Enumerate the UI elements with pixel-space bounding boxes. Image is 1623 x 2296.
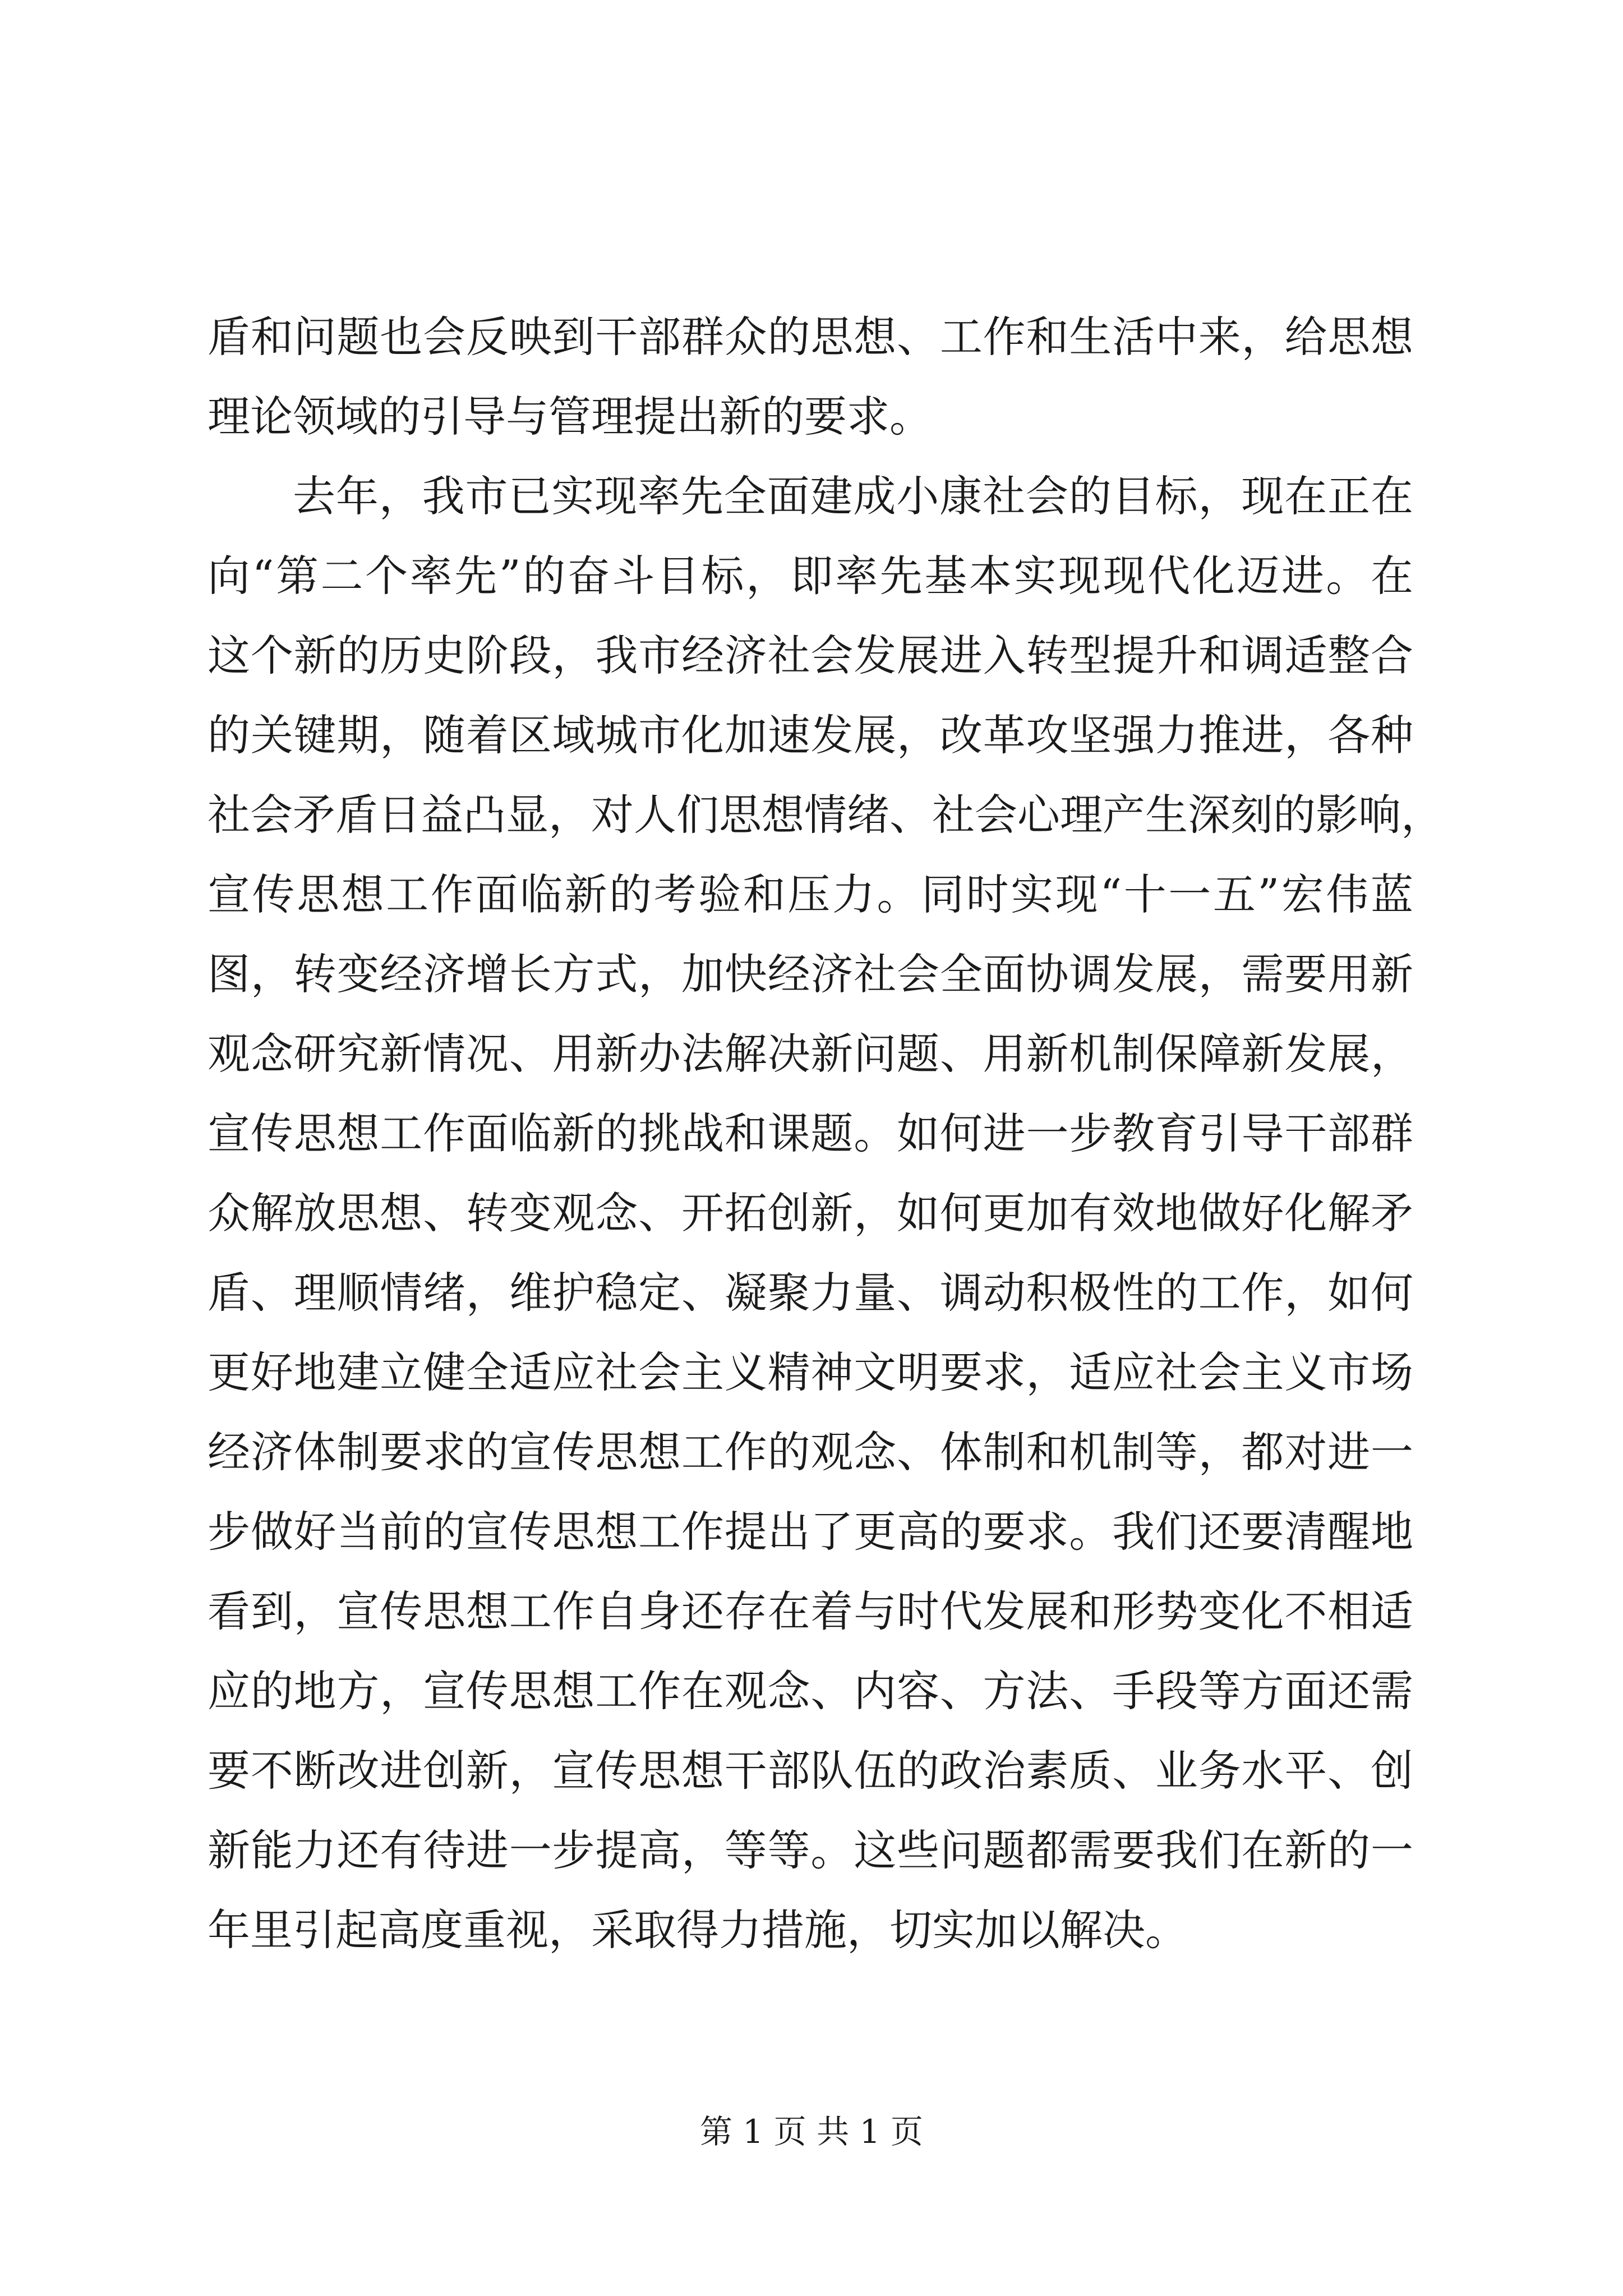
paragraph-1 <box>208 297 1413 457</box>
text-line: 步做好当前的宣传思想工作提出了更高的要求。我们还要清醒地 <box>208 1507 1413 1557</box>
text-line: 众解放思想、转变观念、开拓创新，如何更加有效地做好化解矛 <box>208 1188 1413 1238</box>
paragraph-2 <box>208 457 1444 1970</box>
text-line: 应的地方，宣传思想工作在观念、内容、方法、手段等方面还需 <box>208 1666 1413 1716</box>
text-line: 盾、理顺情绪，维护稳定、凝聚力量、调动积极性的工作，如何 <box>208 1268 1413 1318</box>
text-line: 要不断改进创新，宣传思想干部队伍的政治素质、业务水平、创 <box>208 1746 1413 1796</box>
body-text <box>208 297 1444 1970</box>
text-line: 图，转变经济增长方式，加快经济社会全面协调发展，需要用新 <box>208 949 1413 999</box>
text-line: 更好地建立健全适应社会主义精神文明要求，适应社会主义市场 <box>208 1347 1413 1397</box>
text-line: 宣传思想工作面临新的挑战和课题。如何进一步教育引导干部群 <box>208 1108 1413 1158</box>
text-line: 盾和问题也会反映到干部群众的思想、工作和生活中来，给思想 <box>208 312 1413 362</box>
text-line: 向“第二个率先”的奋斗目标，即率先基本实现现代化迈进。在 <box>208 551 1413 601</box>
text-line: 理论领域的引导与管理提出新的要求。 <box>208 392 932 441</box>
text-line: 这个新的历史阶段，我市经济社会发展进入转型提升和调适整合 <box>208 631 1413 680</box>
text-line: 观念研究新情况、用新办法解决新问题、用新机制保障新发展， <box>208 1029 1413 1079</box>
page-number: 第 1 页 共 1 页 <box>700 2113 923 2151</box>
text-line: 去年，我市已实现率先全面建成小康社会的目标，现在正在 <box>293 471 1413 521</box>
text-line: 经济体制要求的宣传思想工作的观念、体制和机制等，都对进一 <box>208 1427 1413 1477</box>
page-footer <box>0 2109 1623 2154</box>
text-line: 的关键期，随着区域城市化加速发展，改革攻坚强力推进，各种 <box>208 710 1413 760</box>
text-line: 年里引起高度重视，采取得力措施，切实加以解决。 <box>208 1905 1188 1955</box>
text-line: 社会矛盾日益凸显，对人们思想情绪、社会心理产生深刻的影响， <box>208 790 1444 840</box>
text-line: 新能力还有待进一步提高，等等。这些问题都需要我们在新的一 <box>208 1825 1413 1875</box>
text-line: 宣传思想工作面临新的考验和压力。同时实现“十一五”宏伟蓝 <box>208 869 1413 919</box>
text-line: 看到，宣传思想工作自身还存在着与时代发展和形势变化不相适 <box>208 1586 1413 1636</box>
